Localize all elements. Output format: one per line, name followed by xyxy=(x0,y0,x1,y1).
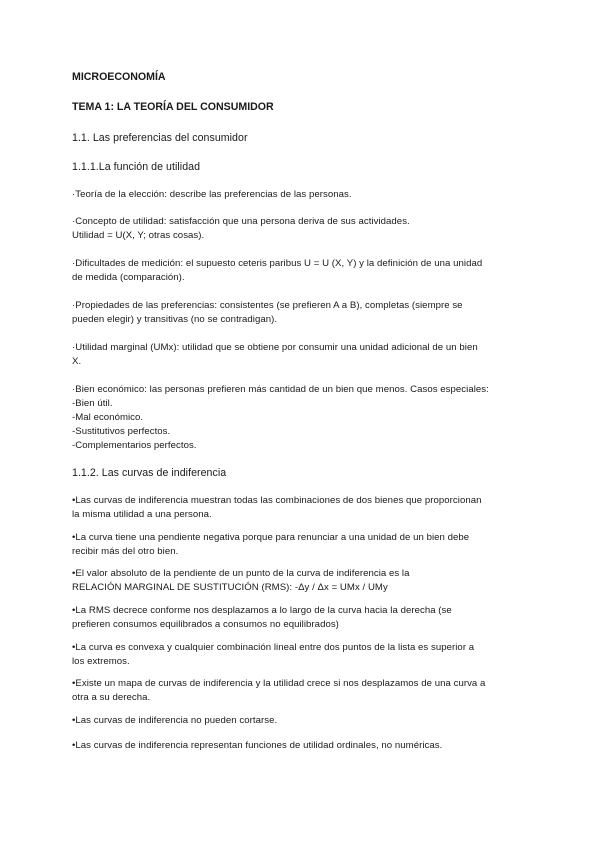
utility-concept-line-2: Utilidad = U(X, Y; otras cosas). xyxy=(72,230,205,241)
section-heading-1-1-2: 1.1.2. Las curvas de indiferencia xyxy=(72,467,227,479)
rms-line-2: RELACIÓN MARGINAL DE SUSTITUCIÓN (RMS): -Δy / Δx = UMx / UMy xyxy=(72,582,388,593)
rms-line-1: •El valor absoluto de la pendiente de un punto de la curva de indiferencia es la xyxy=(72,568,410,579)
marginal-utility-line-1: ·Utilidad marginal (UMx): utilidad que se obtiene por consumir una unidad adicional de un bien xyxy=(72,342,478,353)
properties-line-2: pueden elegir) y transitivas (no se contradigan). xyxy=(72,314,278,325)
convex-line-1: •La curva es convexa y cualquier combinación lineal entre dos puntos de la lista es superior a xyxy=(72,642,475,653)
utility-concept-line-1: ·Concepto de utilidad: satisfacción que una persona deriva de sus actividades. xyxy=(72,216,410,227)
rms-decrease-line-1: •La RMS decrece conforme nos desplazamos a lo largo de la curva hacia la derecha (se xyxy=(72,605,452,616)
special-case-item: -Sustitutivos perfectos. xyxy=(72,426,171,437)
measurement-line-1: ·Dificultades de medición: el supuesto ceteris paribus U = U (X, Y) y la definición de una unidad xyxy=(72,258,483,269)
properties-line-1: ·Propiedades de las preferencias: consistentes (se prefieren A a B), completas (siempre se xyxy=(72,300,463,311)
measurement-line-2: de medida (comparación). xyxy=(72,272,185,283)
rms-decrease-line-2: prefieren consumos equilibrados a consumos no equilibrados) xyxy=(72,619,339,630)
marginal-utility-line-2: X. xyxy=(72,356,82,367)
special-case-item: -Mal económico. xyxy=(72,412,144,423)
slope-line-1: •La curva tiene una pendiente negativa porque para renunciar a una unidad de un bien debe xyxy=(72,532,470,543)
curves-show-line-2: la misma utilidad a una persona. xyxy=(72,509,212,520)
map-line-2: otra a su derecha. xyxy=(72,692,151,703)
special-case-item: -Complementarios perfectos. xyxy=(72,440,197,451)
theory-of-choice-text: ·Teoría de la elección: describe las preferencias de las personas. xyxy=(72,189,352,200)
map-line-1: •Existe un mapa de curvas de indiferencia y la utilidad crece si nos desplazamos de una curva a xyxy=(72,678,486,689)
convex-line-2: los extremos. xyxy=(72,656,130,667)
ordinal-text: •Las curvas de indiferencia representan funciones de utilidad ordinales, no numéricas. xyxy=(72,740,443,751)
section-heading-1-1-1: 1.1.1.La función de utilidad xyxy=(72,161,201,173)
subject-heading: MICROECONOMÍA xyxy=(72,71,166,83)
topic-heading: TEMA 1: LA TEORÍA DEL CONSUMIDOR xyxy=(72,101,274,113)
economic-good-text: ·Bien económico: las personas prefieren más cantidad de un bien que menos. Casos especiales: xyxy=(72,384,489,395)
section-heading-1-1: 1.1. Las preferencias del consumidor xyxy=(72,132,248,144)
special-case-item: -Bien útil. xyxy=(72,398,113,409)
no-cross-text: •Las curvas de indiferencia no pueden cortarse. xyxy=(72,715,278,726)
curves-show-line-1: •Las curvas de indiferencia muestran todas las combinaciones de dos bienes que proporcionan xyxy=(72,495,482,506)
slope-line-2: recibir más del otro bien. xyxy=(72,546,179,557)
